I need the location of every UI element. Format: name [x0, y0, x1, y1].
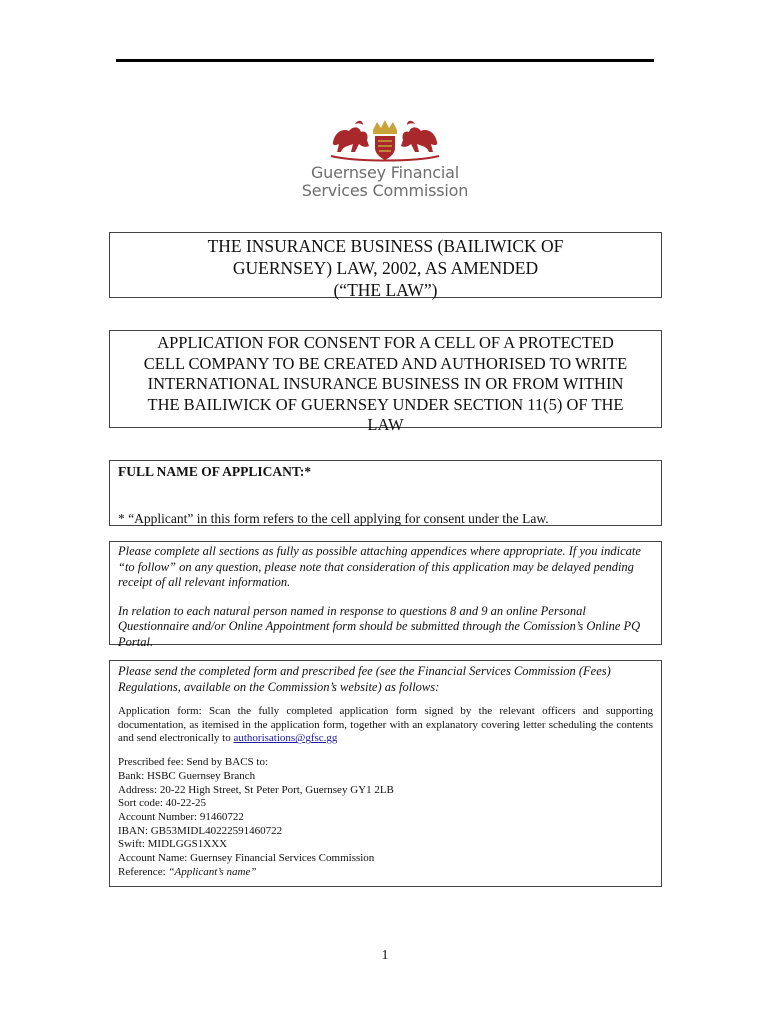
page-number: 1 [381, 948, 389, 963]
application-title-line: APPLICATION FOR CONSENT FOR A CELL OF A PROTECTED [157, 333, 614, 352]
submission-box [109, 660, 662, 887]
top-rule [116, 59, 654, 62]
application-title-box [109, 330, 662, 434]
fee-line: Prescribed fee: Send by BACS to: [118, 756, 269, 769]
fee-line: Address: 20-22 High Street, St Peter Port, Guernsey GY1 2LB [118, 783, 394, 796]
instructions-paragraph: In relation to each natural person named in response to questions 8 and 9 an online Personal Questionnaire and/or Online Appointment form should be submitted through the Comission’s Online PQ Portal. [118, 603, 641, 649]
fee-line: Swift: MIDLGGS1XXX [118, 838, 228, 851]
reference-value: “Applicant’s name” [168, 865, 257, 878]
law-title-line: (“THE LAW”) [333, 280, 438, 300]
law-title-line: GUERNSEY) LAW, 2002, AS AMENDED [232, 258, 539, 278]
applicant-name-field[interactable] [109, 460, 662, 526]
instructions-paragraph: Please complete all sections as fully as possible attaching appendices where appropriate. If you indicate “to follow” on any question, please note that consideration of this application may be delayed pending receipt of all relevant information. [118, 544, 641, 589]
reference-label: Reference: [118, 865, 169, 878]
lions-crest-icon [325, 116, 445, 164]
logo-text-line1: Guernsey Financial [310, 163, 460, 182]
submission-email-link[interactable]: authorisations@gfsc.gg [233, 732, 338, 745]
application-title-line: LAW [367, 415, 404, 434]
application-form-text: Application form: Scan the fully completed application form signed by the relevant officers and supporting documentation, as itemised in the application form, together with an explanatory covering letter scheduling the contents and send electronically to [118, 705, 653, 745]
submission-intro: Please send the completed form and prescribed fee (see the Financial Services Commission (Fees) Regulations, available on the Commission’s website) as follows: [118, 664, 611, 694]
instructions-box [109, 541, 662, 649]
applicant-name-label: FULL NAME OF APPLICANT:* [118, 464, 312, 479]
reference-line [118, 866, 653, 880]
law-title-box [109, 232, 662, 298]
fee-line: Bank: HSBC Guernsey Branch [118, 769, 256, 782]
law-title-line: THE INSURANCE BUSINESS (BAILIWICK OF [207, 236, 564, 256]
gfsc-logo [300, 116, 470, 200]
application-title-line: THE BAILIWICK OF GUERNSEY UNDER SECTION 11(5) OF THE [147, 394, 624, 414]
fee-line: Account Name: Guernsey Financial Services Commission [118, 852, 375, 865]
fee-details [118, 756, 653, 879]
application-title-line: INTERNATIONAL INSURANCE BUSINESS IN OR FROM WITHIN [147, 374, 624, 393]
application-form-instructions [118, 705, 653, 746]
fee-line: Sort code: 40-22-25 [118, 797, 206, 810]
fee-line: Account Number: 91460722 [118, 810, 244, 823]
fee-line: IBAN: GB53MIDL40222591460722 [118, 824, 283, 837]
applicant-footnote: * “Applicant” in this form refers to the cell applying for consent under the Law. [118, 511, 549, 526]
application-title-line: CELL COMPANY TO BE CREATED AND AUTHORISED TO WRITE [143, 353, 628, 373]
logo-text-line2: Services Commission [301, 181, 469, 200]
